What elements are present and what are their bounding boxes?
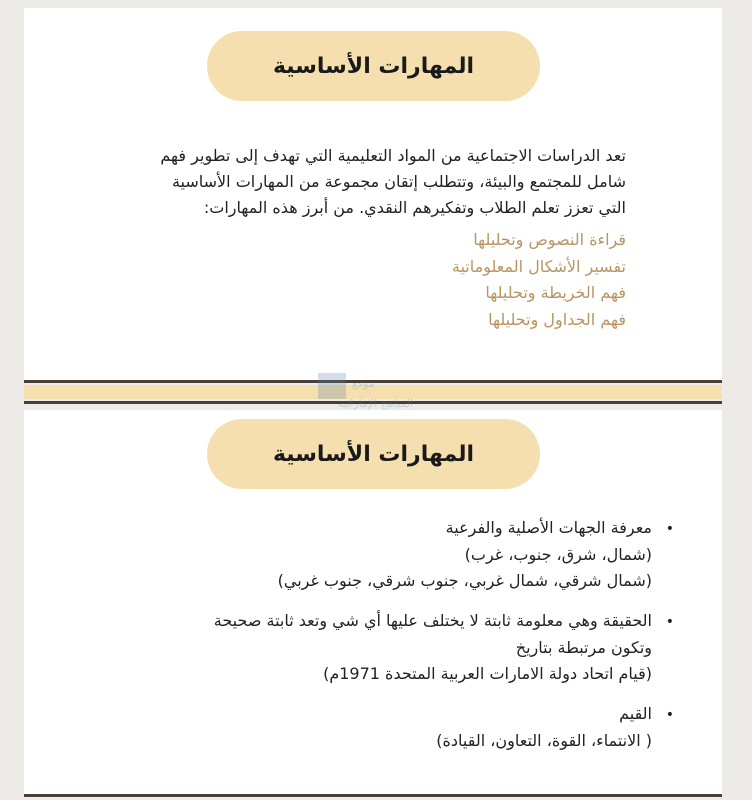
skill-item: فهم الخريطة وتحليلها xyxy=(485,283,626,302)
bullet-heading: معرفة الجهات الأصلية والفرعية xyxy=(445,518,652,537)
intro-paragraph xyxy=(66,143,626,221)
bullet-detail: ( الانتماء، القوة، التعاون، القيادة) xyxy=(436,731,652,750)
bullet-detail: (قيام اتحاد دولة الامارات العربية المتحدة 1971م) xyxy=(323,664,652,683)
skill-item: قراءة النصوص وتحليلها xyxy=(473,230,626,249)
bullet-list xyxy=(54,515,674,768)
paragraph-line: شامل للمجتمع والبيئة، وتتطلب إتقان مجموعة من المهارات الأساسية xyxy=(171,172,626,191)
watermark-line-1: موقع xyxy=(352,377,375,390)
watermark-box-icon xyxy=(318,373,346,399)
paragraph-line: تعد الدراسات الاجتماعية من المواد التعليمية التي تهدف إلى تطوير فهم xyxy=(160,146,626,165)
bullet-item-directions xyxy=(54,515,674,594)
slide-1-title xyxy=(207,31,540,101)
slide-2-title xyxy=(207,419,540,489)
bullet-heading: الحقيقة وهي معلومة ثابتة لا يختلف عليها أي شي وتعد ثابتة صحيحة xyxy=(213,611,652,630)
bullet-heading: القيم xyxy=(619,704,652,723)
bullet-detail: (شمال، شرق، جنوب، غرب) xyxy=(464,545,652,564)
paragraph-line: التي تعزز تعلم الطلاب وتفكيرهم النقدي. من أبرز هذه المهارات: xyxy=(203,198,626,217)
slide-2-title-text: المهارات الأساسية xyxy=(272,441,475,467)
slide-2 xyxy=(24,410,722,794)
slide-1-title-text: المهارات الأساسية xyxy=(272,53,475,79)
bullet-dot-icon: • xyxy=(665,521,674,537)
slide-1 xyxy=(24,8,722,380)
bullet-detail: وتكون مرتبطة بتاريخ xyxy=(515,638,652,657)
bottom-separator xyxy=(24,794,722,797)
skill-item: فهم الجداول وتحليلها xyxy=(488,309,626,329)
skills-list xyxy=(66,227,626,333)
skill-item: تفسير الأشكال المعلوماتية xyxy=(451,256,626,276)
bullet-item-values xyxy=(54,701,674,754)
watermark-line-2: المناهج الإماراتية xyxy=(338,397,414,410)
bullet-item-fact xyxy=(54,608,674,687)
bullet-dot-icon: • xyxy=(665,614,674,630)
bullet-dot-icon: • xyxy=(665,707,674,723)
bullet-detail: (شمال شرقي، شمال غربي، جنوب شرقي، جنوب غربي) xyxy=(277,571,652,590)
